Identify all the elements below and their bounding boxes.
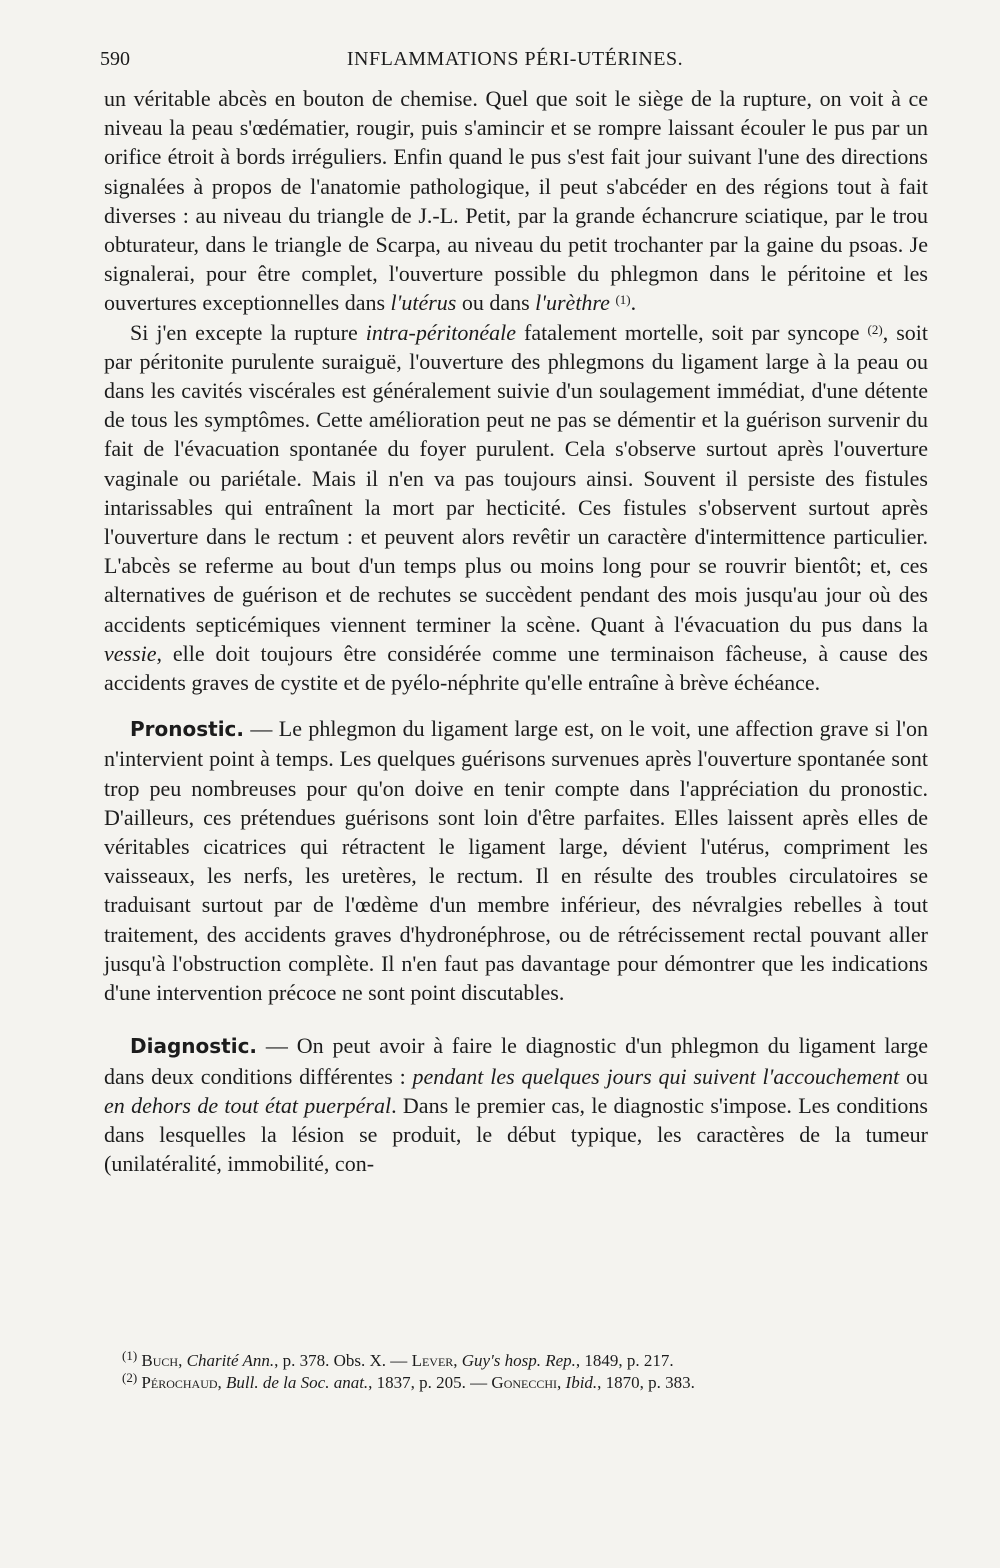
text-run: , elle doit toujours être considérée comme une terminaison fâcheuse, à cause des accidents graves de cystite et de pyélo-néphrite qu'elle entraîne à brève échéance. bbox=[104, 640, 928, 696]
text-run: — Le phlegmon du ligament large est, on le voit, une affection grave si l'on n'intervient point à temps. Les quelques guérisons survenues après l'ouverture spontanée sont trop peu nombreuses pour qu'on doive en tenir compte dans l'appréciation du pronostic. D'ailleurs, ces prétendues guérisons sont loin d'être parfaites. Elles laissent après elles de véritables cicatrices qui rétractent le ligament large, dévient l'utérus, compriment les vaisseaux, les nerfs, les uretères, le rectum. Il en résulte des troubles circulatoires se traduisant surtout par de l'œdème d'un membre inférieur, des névralgies rebelles à tout traitement, des accidents graves d'hydronéphrose, ou de rétrécissement rectal pouvant aller jusqu'à l'obstruction complète. Il n'en faut pas davantage pour démontrer que les indications d'une intervention précoce ne sont point discutables. bbox=[104, 716, 928, 1006]
page-number: 590 bbox=[100, 48, 130, 70]
italic-term: en dehors de tout état puerpéral bbox=[104, 1092, 392, 1118]
text-run: , p. 378. Obs. X. — bbox=[274, 1351, 412, 1370]
text-run: , bbox=[217, 1373, 227, 1392]
text-run: . bbox=[630, 290, 637, 316]
author-name: Lever bbox=[411, 1351, 454, 1370]
text-run: , bbox=[178, 1351, 187, 1370]
italic-term: pendant les quelques jours qui suivent l'accouchement bbox=[412, 1063, 900, 1089]
text-run: , 1837, p. 205. — bbox=[368, 1373, 492, 1392]
footnote bbox=[122, 1372, 922, 1394]
text-run: ou bbox=[899, 1063, 929, 1089]
section-pronostic bbox=[104, 714, 928, 1007]
work-title: Bull. de la Soc. anat. bbox=[226, 1373, 369, 1392]
italic-term: intra-péritonéale bbox=[365, 319, 517, 345]
italic-term: l'urèthre bbox=[535, 290, 610, 316]
section-heading: Diagnostic. bbox=[130, 1034, 258, 1059]
footnote-mark: (1) bbox=[122, 1348, 138, 1363]
text-run: un véritable abcès en bouton de chemise. Quel que soit le siège de la rupture, on voit à ce niveau la peau s'œdématier, rougir, puis s'amincir et se rompre laissant écouler le pus par un orifice étroit à bords irréguliers. Enfin quand le pus s'est fait jour suivant l'une des directions signalées à propos de l'anatomie pathologique, il peut s'abcéder en des régions tout à fait diverses : au niveau du triangle de J.-L. Petit, par la grande échancrure sciatique, par le trou obturateur, dans le triangle de Scarpa, au niveau du petit trochanter par la gaine du psoas. Je signalerai, pour être complet, l'ouverture possible du phlegmon dans le péritoine et les ouvertures exceptionnelles dans bbox=[104, 86, 928, 316]
text-run: Si j'en excepte la rupture bbox=[130, 319, 366, 345]
footnote-mark: (2) bbox=[122, 1370, 138, 1385]
text-run: — On peut avoir à faire le diagnostic d'un phlegmon du ligament large dans deux conditions différentes : bbox=[104, 1033, 928, 1089]
running-title: INFLAMMATIONS PÉRI-UTÉRINES. bbox=[346, 48, 684, 70]
text-run: , soit par péritonite purulente suraiguë, l'ouverture des phlegmons du ligament large à la peau ou dans les cavités viscérales est généralement suivie d'un soulagement immédiat, d'une détente de tous les symptômes. Cette amélioration peut ne pas se démentir et la guérison survenir du fait de l'évacuation spontanée du foyer purulent. Cela s'observe surtout après l'ouverture vaginale ou pariétale. Mais il n'en va pas toujours ainsi. Souvent il persiste des fistules intarissables qui entraînent la mort par hecticité. Ces fistules s'observent surtout après l'ouverture dans le rectum : et peuvent alors revêtir un caractère d'intermittence particulier. L'abcès se referme au bout d'un temps plus ou moins long pour se rouvrir bientôt; et, ces alternatives de guérison et de rechutes se succèdent pendant des mois jusqu'au jour où des accidents septicémiques viennent terminer la scène. Quant à l'évacuation du pus dans la bbox=[104, 319, 928, 637]
main-text bbox=[104, 84, 928, 1178]
text-run: . Dans le premier cas, le diagnostic s'impose. Les conditions dans lesquelles la lésion se produit, le début typique, les caractères de la tumeur (unilatéralité, immobilité, con- bbox=[104, 1092, 928, 1177]
paragraph-abces bbox=[104, 84, 928, 318]
section-heading: Pronostic. bbox=[130, 717, 245, 742]
author-name: Buch bbox=[141, 1351, 179, 1370]
text-run: , 1870, p. 383. bbox=[597, 1373, 695, 1392]
footnote bbox=[122, 1350, 922, 1372]
footnote-ref: (2) bbox=[867, 321, 883, 337]
italic-term: l'utérus bbox=[390, 290, 457, 316]
text-run: , bbox=[557, 1373, 566, 1392]
italic-term: vessie bbox=[104, 640, 157, 666]
text-run: , 1849, p. 217. bbox=[575, 1351, 674, 1370]
work-title: Charité Ann. bbox=[186, 1351, 275, 1370]
text-run: fatalement mortelle, soit par syncope bbox=[516, 319, 868, 345]
page-header bbox=[100, 48, 930, 76]
work-title: Guy's hosp. Rep. bbox=[461, 1351, 576, 1370]
paragraph-rupture bbox=[104, 318, 928, 698]
footnote-ref: (1) bbox=[615, 292, 631, 308]
section-diagnostic bbox=[104, 1031, 928, 1178]
text-run: , bbox=[453, 1351, 462, 1370]
footnotes bbox=[122, 1350, 922, 1394]
work-title: Ibid. bbox=[565, 1373, 598, 1392]
text-run: ou dans bbox=[456, 290, 536, 316]
author-name: Gonecchi bbox=[491, 1373, 558, 1392]
author-name: Pérochaud bbox=[141, 1373, 218, 1392]
